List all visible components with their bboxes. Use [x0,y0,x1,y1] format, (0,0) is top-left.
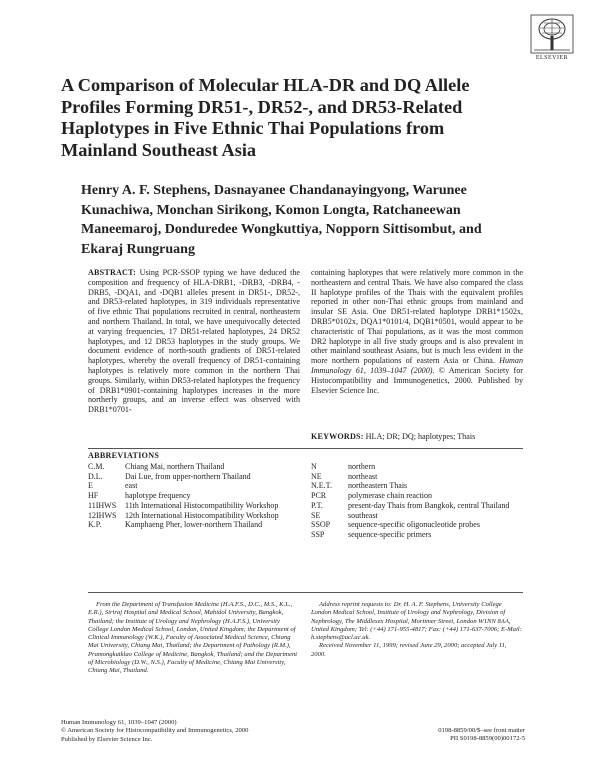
abbreviation-row [311,501,523,511]
abbreviation-row [88,520,300,530]
abbreviation-definition: northeastern Thais [348,481,408,491]
abbreviations-right-list [311,462,523,540]
affiliation-text: From the Department of Transfusion Medicine (H.A.F.S., D.C., M.S., K.L., E.R.), Siriraj Hospital and Medical School, Mahidol University, Bangkok, Thailand; the Institute of Urology and Nephrology (H.A.F.S.), University College London Medical School, London, United Kingdom; the Department of Clinical Immunology (W.K.), Faculty of Associated Medical Science, Chiang Mai University, Chiang Mai, Thailand; the Department of Pathology (R.M.), Pramongkutklao College of Medicine, Bangkok, Thailand; and the Department of Microbiology (D.W., N.S.), Faculty of Medicine, Chiang Mai University, Chiang Mai, Thailand. [88,601,298,675]
abstract-left-column [88,268,300,415]
abbreviation-term: PCR [311,491,327,501]
abbreviation-definition: Kamphaeng Pher, lower-northern Thailand [125,520,263,530]
abbreviation-definition: present-day Thais from Bangkok, central Thailand [348,500,510,510]
keywords [311,432,531,441]
abbreviation-definition: sequence-specific oligonucleotide probes [348,520,480,530]
abbreviation-term: HF [88,491,99,501]
abbreviation-row [311,520,523,530]
elsevier-tree-icon [530,14,574,54]
abbreviation-row [88,472,300,482]
abbreviation-row [88,511,300,521]
keywords-label: KEYWORDS: [311,432,364,441]
abbreviation-row [311,472,523,482]
abstract-text-left: Using PCR-SSOP typing we have deduced the composition and frequency of HLA-DRB1, -DRB3, -DRB4, -DRB5, -DQA1, and -DQB1 alleles present in DR51-, DR52-, and DR53-related haplotypes, in 319 individuals representative of five ethnic Thai populations recruited in central, northeastern and northern Thailand. In total, we have unequivocally detected at varying frequencies, 17 DR51-related haplotypes, 24 DR52 haplotypes, and 12 DR53 haplotypes in the study groups. We document evidence of north-south gradients of DR51-related haplotypes, whereby the overall frequency of DR51-containing haplotypes is relatively more common in the northern Thai groups. Similarly, within DR53-related haplotypes the frequency of DRB1*0901-containing haplotypes increases in the more northerly groups, and an inverse effect was observed with DRB1*0701- [88,268,300,415]
abbreviations-heading: ABBREVIATIONS [88,451,160,460]
abbreviation-row [311,481,523,491]
abbreviation-definition: polymerase chain reaction [348,491,432,501]
abbreviation-row [311,530,523,540]
footnote-divider [88,592,523,593]
abbreviation-definition: haplotype frequency [125,491,191,501]
section-divider [88,448,523,449]
abbreviation-row [88,481,300,491]
keywords-text: HLA; DR; DQ; haplotypes; Thais [365,432,476,441]
abbreviation-row [311,462,523,472]
abbreviation-row [88,491,300,501]
abbreviation-term: 11IHWS [88,500,117,510]
abbreviation-definition: southeast [348,510,378,520]
abbreviation-term: NE [311,471,322,481]
footer-identifiers [438,727,525,744]
footer-journal: Human Immunology 61, 1039–1047 (2000) [61,719,177,726]
abbreviation-term: C.M. [88,462,105,471]
copyright-line: © American Society for Histocompatibility and Immunogenetics, 2000. Published by Elsevier Science Inc. [311,365,523,395]
journal-citation: Human Immunology 61, 1039–1047 (2000). [311,356,523,375]
abbreviation-definition: 12th International Histocompatibility Workshop [125,510,279,520]
abbreviation-row [88,462,300,472]
abbreviation-term: K.P. [88,520,102,530]
abbreviation-row [88,501,300,511]
abbreviation-term: SSOP [311,520,331,530]
footer-issn: 0198-8859/00/$–see front matter [438,727,525,734]
abbreviation-definition: northern [348,462,376,471]
abstract-label: ABSTRACT: [88,268,136,277]
abbreviation-definition: sequence-specific primers [348,529,432,539]
affiliation-footnote [88,601,300,676]
abbreviation-term: SSP [311,529,325,539]
footer-pii: PII S0198-8859(00)00172-5 [450,735,525,743]
author-list: Henry A. F. Stephens, Dasnayanee Chandanayingyong, Warunee Kunachiwa, Monchan Sirikong, Komon Longta, Ratchaneewan Maneemaroj, Donduredee Wongkuttiya, Nopporn Sittisombut, and Ekaraj Rungruang [81,183,482,257]
article-title: A Comparison of Molecular HLA-DR and DQ Allele Profiles Forming DR51-, DR52-, and DR53-Related Haplotypes in Five Ethnic Thai Populations from Mainland Southeast Asia [61,75,470,160]
abbreviation-term: E [88,481,93,491]
abbreviation-term: SE [311,510,321,520]
reprint-address: Address reprint requests to: Dr. H. A. F. Stephens, University College London Medical School, Institute of Urology and Nephrology, Division of Nephrology, The Middlesex Hospital, Mortimer Street, London W1NN 8AA, United Kingdom; Tel: (+44) 171-955-4817; Fax: (+44) 171-637-7006; E-Mail: h.stephens@ucl.ac.uk. [311,601,522,642]
publisher-name: ELSEVIER [535,55,569,61]
abbreviation-term: N [311,462,317,471]
abbreviation-row [311,491,523,501]
footer-copyright: © American Society for Histocompatibility and Immunogenetics, 2000 [61,727,249,735]
abbreviation-definition: east [125,481,138,491]
abbreviation-definition: Chiang Mai, northern Thailand [125,462,225,471]
abbreviation-definition: 11th International Histocompatibility Workshop [125,500,279,510]
abstract-right-column [311,268,523,395]
abbreviation-term: N.E.T. [311,481,332,491]
abbreviation-term: P.T. [311,500,323,510]
abbreviation-definition: northeast [348,471,378,481]
footer-citation [61,719,248,744]
abbreviations-left-list [88,462,300,530]
correspondence-footnote [311,601,523,659]
abbreviation-term: D.L. [88,471,103,481]
received-dates: Received November 11, 1999; revised June 29, 2000; accepted July 11, 2000. [311,642,507,658]
elsevier-logo [530,14,574,61]
abbreviation-definition: Dai Lue, from upper-northern Thailand [125,471,251,481]
abstract-text-right: containing haplotypes that were relatively more common in the northeastern and central Thais. We have also compared the class II haplotype profiles of the Thais with the equivalent profiles reported in other non-Thai ethnic groups from mainland and insular SE Asia. One DR51-related haplotype DRB1*1502x, DRB5*0102x, DQA1*0101/4, DQB1*0501, would appear to be characteristic of Thai populations, as it was the most common DR2 haplotype in all five study groups and is also prevalent in other mainland southeast Asians, but is much less evident in the more northern populations of eastern Asia or China. [311,268,523,366]
abbreviation-term: 12IHWS [88,510,117,520]
footer-publisher: Published by Elsevier Science Inc. [61,735,153,743]
abbreviation-row [311,511,523,521]
